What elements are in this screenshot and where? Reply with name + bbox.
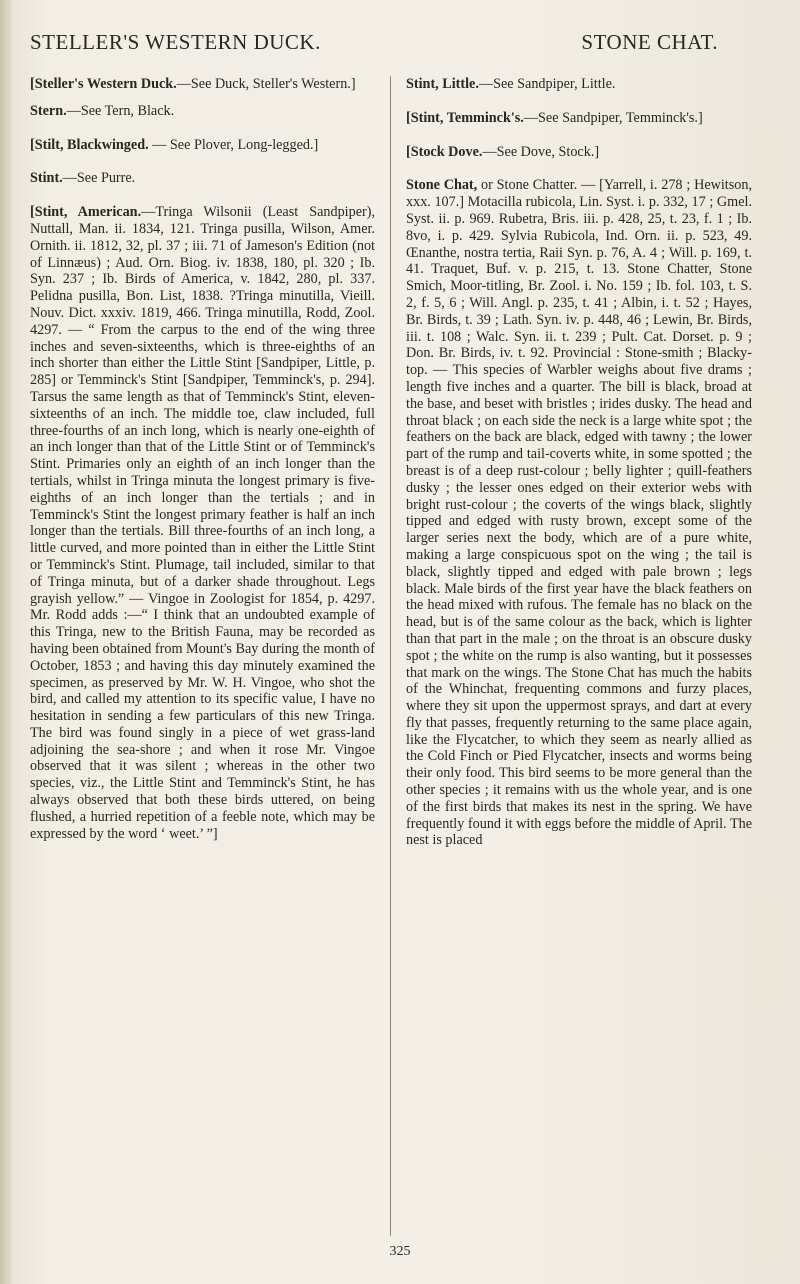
entry-stock-dove: [406, 144, 752, 161]
running-head-right: STONE CHAT.: [581, 30, 718, 54]
entry-stint: [30, 170, 375, 187]
running-head: [0, 30, 800, 60]
left-column: [30, 76, 375, 859]
entry-text: or Stone Chatter. — [Yarrell, i. 278 ; Hewitson, xxx. 107.] Motacilla rubicola, Lin. Syst. i. p. 332, 17 ; Gmel. Syst. ii. p. 969. Rubetra, Bris. iii. p. 428, 25, t. 23, f. 1 ; Ib. 8vo, i. p. 429. Sylvia Rubicola, Ind. Orn. ii. p. 523, 49. Œnanthe, nostra tertia, Raii Syn. p. 76, A. 4 ; Will. p. 169, t. 41. Traquet, Buf. v. p. 215, t. 13. Stone Chatter, Stone Smich, Moor-titling, Br. Zool. i. No. 159 ; Ib. fol. 103, t. S. 2, f. 5, 6 ; Will. Angl. p. 235, t. 41 ; Albin, i. t. 52 ; Hayes, Br. Birds, t. 39 ; Lath. Syn. iv. p. 448, 46 ; Lewin, Br. Birds, iii. t. 108 ; Walc. Syn. ii. t. 239 ; Pult. Cat. Dorset. p. 9 ; Don. Br. Birds, iv. t. 92. Provincial : Stone-smith ; Blacky-top. — This species of Warbler weighs about five drams ; length five inches and a quarter. The bill is black, broad at the base, and beset with bristles ; irides dusky. The head and throat black ; on each side the neck is a large white spot ; the feathers on the back are black, edged with tawny ; the lower part of the rump and tail-coverts white, in some spotted ; the breast is of a deep rust-colour ; belly lighter ; quill-feathers dusky ; the lesser ones edged on their exterior webs with bright rust-colour ; the coverts of the wings black, slightly tipped and edged with rusty brown, except some of the larger series next the body, which are of a pure white, making a large conspicuous spot on the wing ; the tail is black, slightly tipped and edged with pale brown ; legs black. Male birds of the first year have the black feathers on the head mixed with rufous. The female has no black on the head, but is of the same colour as the back, which is lighter than that part in the male ; on the throat is an obscure dusky spot ; the white on the rump is also wanting, but it possesses that mark on the wings. The Stone Chat has much the habits of the Whinchat, frequenting commons and furzy places, where they sit upon the uppermost sprays, and dart at every fly that passes, frequently returning to the same place again, like the Flycatcher, to which they seem as nearly allied as the Cold Finch or Pied Flycatcher, insects and worms being their only food. This bird seems to be more general than the other species ; it remains with us the whole year, and is one of the first birds that makes its nest in the spring. We have frequently found it with eggs before the middle of April. The nest is placed: [406, 177, 752, 849]
entry-stint-american: [30, 204, 375, 842]
page-number: 325: [389, 1244, 411, 1259]
entry-text: — See Plover, Long-legged.]: [148, 136, 319, 153]
entry-text: —See Tern, Black.: [66, 102, 175, 119]
entry-stint-temmincks: [406, 110, 752, 127]
entry-headword: Stint, Little.: [406, 76, 479, 92]
entry-stilt-blackwinged: [30, 137, 375, 154]
entry-headword: Stint.: [30, 170, 63, 187]
right-column: [406, 76, 752, 866]
entry-headword: [Stock Dove.: [406, 143, 483, 160]
running-head-left: STELLER'S WESTERN DUCK.: [30, 30, 321, 54]
entry-stint-little: [406, 76, 752, 93]
entry-headword: Stern.: [30, 102, 67, 119]
column-divider: [390, 76, 391, 1236]
entry-headword: [Stilt, Blackwinged.: [30, 136, 149, 153]
entry-text: —See Purre.: [62, 170, 136, 187]
entry-text: —Tringa Wilsonii (Least Sandpiper), Nuttall, Man. ii. 1834, 121. Tringa pusilla, Wilson, Amer. Ornith. ii. 1812, 32, pl. 37 ; iii. 71 of Jameson's Edition (not of Linnæus) ; Aud. Orn. Biog. iv. 1838, 180, pl. 320 ; Ib. Syn. 237 ; Ib. Birds of America, v. 1842, 280, pl. 337. Pelidna pusilla, Bon. List, 1838. ?Tringa minutilla, Vieill. Nouv. Dict. xxxiv. 1819, 466. Tringa minutilla, Rodd, Zool. 4297. — “ From the carpus to the end of the wing three inches and seven-sixteenths, which is three-eighths of an inch shorter than either the Little Stint [Sandpiper, Little, p. 285] or Temminck's Stint [Sandpiper, Temminck's, p. 294]. Tarsus the same length as that of Temminck's Stint, eleven-sixteenths of an inch. The middle toe, claw included, full three-fourths of an inch long, which is nearly one-eighth of an inch longer than that of the Little Stint or of Temminck's Stint. Primaries only an eighth of an inch longer than the tertials, whilst in Tringa minuta the longest primary is five-eighths of an inch longer than the tertials ; and in Temminck's Stint the longest primary feather is half an inch longer than the tertials. Bill three-fourths of an inch long, a little curved, and more pointed than in either the Little Stint or Temminck's Stint. Plumage, tail included, similar to that of Tringa minuta, but of a darker shade throughout. Legs grayish yellow.” — Vingoe in Zoologist for 1854, p. 4297. Mr. Rodd adds :—“ I think that an undoubted example of this Tringa, new to the British Fauna, may be recorded as having been obtained from Mount's Bay during the month of October, 1853 ; and having this day minutely examined the specimen, as preserved by Mr. W. H. Vingoe, who shot the bird, and called my attention to its specific value, I have no hesitation in sending a few particulars of this new Tringa. The bird was found singly in a piece of wet grass-land adjoining the sea-shore ; and when it rose Mr. Vingoe observed that it was silent ; whereas in the other two species, viz., the Little Stint and Temminck's Stint, he has always observed that both these birds uttered, on being flushed, a hurried repetition of a feeble note, which may be expressed by the word ‘ weet.’ ”]: [30, 204, 375, 842]
entry-headword: Stone Chat,: [406, 177, 478, 194]
entry-stern: [30, 103, 375, 120]
entry-headword: [Stint, Temminck's.: [406, 109, 524, 126]
entry-text: —See Dove, Stock.]: [482, 143, 600, 160]
entry-headword: [Stint, American.: [30, 204, 142, 221]
page-edge-shadow: [0, 0, 14, 1284]
entry-headword: [Steller's Western Duck.: [30, 76, 177, 92]
entry-stone-chat: [406, 177, 752, 849]
entry-text: —See Duck, Steller's Western.]: [176, 76, 356, 92]
entry-text: —See Sandpiper, Little.: [478, 76, 616, 92]
entry-text: —See Sandpiper, Temminck's.]: [523, 109, 703, 126]
entry-stellers-western-duck: [30, 76, 375, 93]
